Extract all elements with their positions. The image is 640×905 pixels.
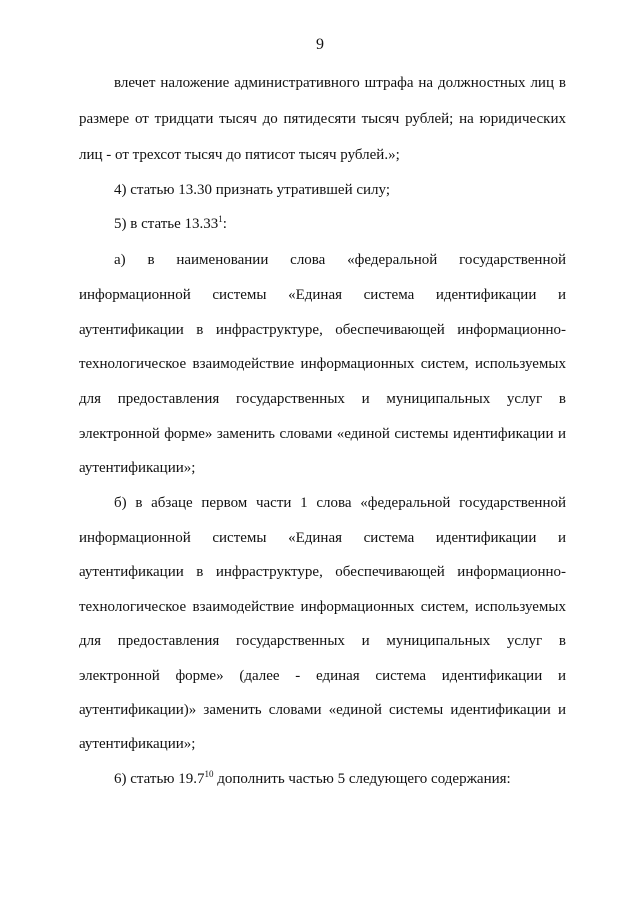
text-line: влечет наложение административного штрафа на должностных лиц в [114,75,566,91]
text-fragment: : [222,216,227,232]
superscript: 1 [218,214,223,224]
text-line: аутентификации в инфраструктуре, обеспечивающей информационно- [79,322,566,338]
text-line: электронной форме» (далее - единая система идентификации и [79,668,566,684]
text-line: аутентификации»; [79,736,196,752]
text-line: а) в наименовании слова «федеральной государственной [114,252,566,268]
text-line: размере от тридцати тысяч до пятидесяти тысяч рублей; на юридических [79,111,566,127]
text-line: 4) статью 13.30 признать утратившей силу; [114,182,390,198]
text-line: для предоставления государственных и муниципальных услуг в [79,391,566,407]
text-line: информационной системы «Единая система идентификации и [79,530,566,546]
text-line: аутентификации в инфраструктуре, обеспечивающей информационно- [79,564,566,580]
text-line: лиц - от трехсот тысяч до пятисот тысяч рублей.»; [79,147,400,163]
text-line: б) в абзаце первом части 1 слова «федеральной государственной [114,495,566,511]
text-line [114,214,566,234]
page-number: 9 [316,36,324,53]
text-line: аутентификации»; [79,460,196,476]
text-line: информационной системы «Единая система идентификации и [79,287,566,303]
text-fragment: 5) в статье 13.33 [114,216,219,232]
text-line: аутентификации)» заменить словами «единой системы идентификации и [79,702,566,718]
text-fragment: дополнить частью 5 следующего содержания: [213,771,511,787]
text-line: для предоставления государственных и муниципальных услуг в [79,633,566,649]
superscript: 10 [204,769,214,779]
text-line [114,769,566,789]
text-line: электронной форме» заменить словами «единой системы идентификации и [79,426,566,442]
text-line: технологическое взаимодействие информационных систем, используемых [79,356,566,372]
text-fragment: 6) статью 19.7 [114,771,205,787]
text-line: технологическое взаимодействие информационных систем, используемых [79,599,566,615]
